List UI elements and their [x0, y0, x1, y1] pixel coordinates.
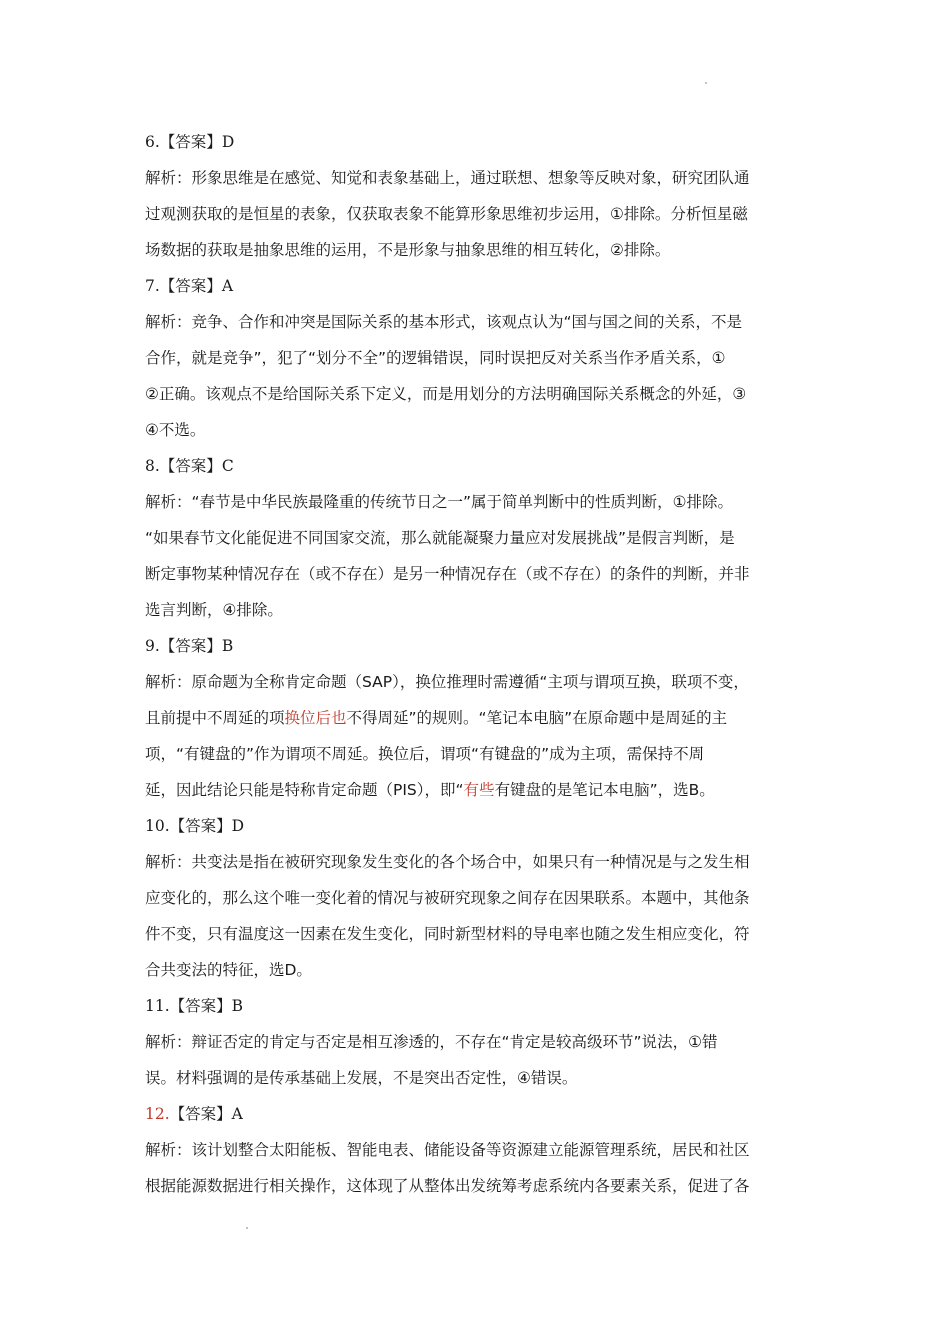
answer-tag: 【答案】 [159, 457, 222, 475]
answer-letter: B [221, 637, 234, 655]
answer-tag: 【答案】 [169, 997, 232, 1015]
explanation-text: 解析：共变法是指在被研究现象发生变化的各个场合中，如果只有一种情况是与之发生相 [145, 853, 750, 871]
explanation-text: 且前提中不周延的项 [145, 709, 285, 727]
question-block [145, 124, 810, 268]
explanation-text: 合共变法的特征，选D。 [145, 961, 312, 979]
explanation-text: 根据能源数据进行相关操作，这体现了从整体出发统筹考虑系统内各要素关系，促进了各 [145, 1177, 750, 1195]
explanation-line [145, 556, 810, 592]
explanation-text: 延，因此结论只能是特称肯定命题（PIS），即“ [145, 781, 464, 799]
explanation-line [145, 736, 810, 772]
explanation-text: “如果春节文化能促进不同国家交流，那么就能凝聚力量应对发展挑战”是假言判断，是 [145, 529, 735, 547]
explanation-text: 场数据的获取是抽象思维的运用，不是形象与抽象思维的相互转化，②排除。 [145, 241, 671, 259]
question-number: 7. [145, 277, 160, 295]
answer-tag: 【答案】 [159, 133, 222, 151]
explanation-line [145, 160, 810, 196]
scan-dot [705, 82, 707, 84]
explanation-line [145, 1132, 810, 1168]
question-block [145, 448, 810, 628]
explanation-text: 解析：竞争、合作和冲突是国际关系的基本形式，该观点认为“国与国之间的关系，不是 [145, 313, 743, 331]
explanation-text: 应变化的，那么这个唯一变化着的情况与被研究现象之间存在因果联系。本题中，其他条 [145, 889, 750, 907]
question-block [145, 1096, 810, 1204]
explanation-text: 误。材料强调的是传承基础上发展，不是突出否定性，④错误。 [145, 1069, 578, 1087]
explanation-line [145, 1060, 810, 1096]
answer-heading [145, 988, 810, 1024]
explanation-line [145, 1024, 810, 1060]
question-number: 10. [145, 817, 170, 835]
answer-tag: 【答案】 [159, 637, 222, 655]
explanation-line [145, 880, 810, 916]
explanation-text: 有键盘的是笔记本电脑”，选B。 [494, 781, 715, 799]
answer-letter: A [231, 1105, 243, 1123]
explanation-line [145, 700, 810, 736]
explanation-text: 解析：该计划整合太阳能板、智能电表、储能设备等资源建立能源管理系统，居民和社区 [145, 1141, 750, 1159]
explanation-text: 选言判断，④排除。 [145, 601, 283, 619]
scan-dot [246, 1227, 248, 1229]
question-number: 11. [145, 997, 170, 1015]
explanation-text: 项，“有键盘的”作为谓项不周延。换位后，谓项“有键盘的”成为主项，需保持不周 [145, 745, 705, 763]
question-block [145, 808, 810, 988]
question-number: 9. [145, 637, 160, 655]
explanation-line [145, 844, 810, 880]
explanation-text: 断定事物某种情况存在（或不存在）是另一种情况存在（或不存在）的条件的判断，并非 [145, 565, 750, 583]
explanation-text: ②正确。该观点不是给国际关系下定义，而是用划分的方法明确国际关系概念的外延，③ [145, 385, 747, 403]
answer-letter: D [221, 133, 235, 151]
explanation-text: 解析：原命题为全称肯定命题（SAP），换位推理时需遵循“主项与谓项互换，联项不变， [145, 673, 749, 691]
highlighted-text: 换位后也 [284, 709, 347, 727]
answer-explanations [145, 124, 810, 1204]
explanation-line [145, 952, 810, 988]
answer-heading [145, 268, 810, 304]
explanation-line [145, 412, 810, 448]
explanation-text: 合作，就是竞争”，犯了“划分不全”的逻辑错误，同时误把反对关系当作矛盾关系，① [145, 349, 726, 367]
explanation-text: ④不选。 [145, 421, 206, 439]
question-number: 12. [145, 1105, 170, 1123]
answer-tag: 【答案】 [159, 277, 222, 295]
highlighted-text: 有些 [463, 781, 495, 799]
explanation-text: 解析：形象思维是在感觉、知觉和表象基础上，通过联想、想象等反映对象，研究团队通 [145, 169, 750, 187]
question-block [145, 628, 810, 808]
answer-heading [145, 448, 810, 484]
answer-heading [145, 808, 810, 844]
explanation-line [145, 772, 810, 808]
answer-letter: D [231, 817, 245, 835]
question-number: 8. [145, 457, 160, 475]
answer-letter: B [231, 997, 244, 1015]
explanation-line [145, 592, 810, 628]
explanation-text: 解析：“春节是中华民族最隆重的传统节日之一”属于简单判断中的性质判断，①排除。 [145, 493, 733, 511]
explanation-line [145, 304, 810, 340]
question-block [145, 988, 810, 1096]
explanation-line [145, 916, 810, 952]
explanation-line [145, 664, 810, 700]
answer-heading [145, 124, 810, 160]
question-block [145, 268, 810, 448]
explanation-text: 不得周延”的规则。“笔记本电脑”在原命题中是周延的主 [346, 709, 728, 727]
explanation-line [145, 196, 810, 232]
explanation-text: 件不变，只有温度这一因素在发生变化，同时新型材料的导电率也随之发生相应变化，符 [145, 925, 750, 943]
explanation-line [145, 232, 810, 268]
answer-tag: 【答案】 [169, 817, 232, 835]
explanation-line [145, 376, 810, 412]
explanation-line [145, 484, 810, 520]
answer-heading [145, 628, 810, 664]
explanation-line [145, 1168, 810, 1204]
answer-letter: C [221, 457, 234, 475]
answer-tag: 【答案】 [169, 1105, 232, 1123]
answer-letter: A [221, 277, 234, 295]
explanation-line [145, 340, 810, 376]
question-number: 6. [145, 133, 160, 151]
explanation-text: 解析：辩证否定的肯定与否定是相互渗透的，不存在“肯定是较高级环节”说法，①错 [145, 1033, 718, 1051]
explanation-text: 过观测获取的是恒星的表象，仅获取表象不能算形象思维初步运用，①排除。分析恒星磁 [145, 205, 748, 223]
answer-heading [145, 1096, 810, 1132]
explanation-line [145, 520, 810, 556]
